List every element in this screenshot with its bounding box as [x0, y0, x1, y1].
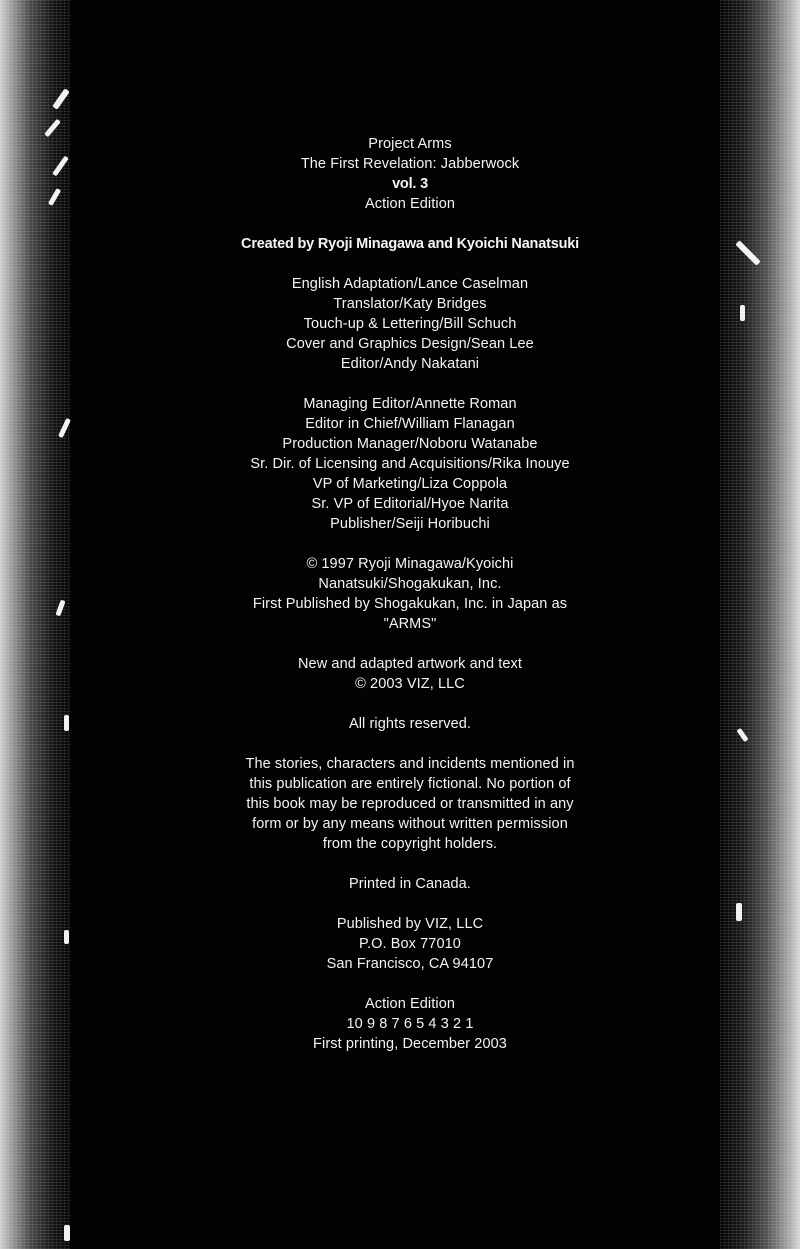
edge-mark	[740, 305, 745, 321]
printed-location: Printed in Canada.	[349, 876, 471, 892]
credit-line: Editor/Andy Nakatani	[340, 356, 480, 372]
publisher-line: Published by VIZ, LLC	[336, 916, 484, 932]
creators-credit: Created by Ryoji Minagawa and Kyoichi Nanatsuki	[241, 236, 579, 252]
disclaimer-line: this book may be reproduced or transmitted in any	[246, 796, 574, 812]
printing-line: 10 9 8 7 6 5 4 3 2 1	[346, 1016, 474, 1032]
copyright-line: © 1997 Ryoji Minagawa/Kyoichi	[306, 556, 514, 572]
staff-line: Editor in Chief/William Flanagan	[305, 416, 515, 432]
series-title: Project Arms	[368, 136, 452, 152]
disclaimer-line: form or by any means without written permission	[252, 816, 568, 832]
rights-reserved: All rights reserved.	[348, 716, 472, 732]
edge-mark	[736, 903, 742, 921]
copyright-line: First Published by Shogakukan, Inc. in Japan as	[252, 596, 568, 612]
edge-mark	[64, 930, 69, 944]
volume-subtitle: The First Revelation: Jabberwock	[300, 156, 520, 172]
publisher-line: San Francisco, CA 94107	[326, 956, 494, 972]
edge-mark	[64, 1225, 70, 1241]
printing-line: Action Edition	[364, 996, 456, 1012]
credit-line: Touch-up & Lettering/Bill Schuch	[303, 316, 517, 332]
edge-mark	[64, 715, 69, 731]
credit-line: English Adaptation/Lance Caselman	[291, 276, 529, 292]
edition-label: Action Edition	[364, 196, 456, 212]
copyright-line: Nanatsuki/Shogakukan, Inc.	[318, 576, 502, 592]
disclaimer-line: this publication are entirely fictional. No portion of	[249, 776, 571, 792]
staff-line: Managing Editor/Annette Roman	[303, 396, 517, 412]
staff-line: VP of Marketing/Liza Coppola	[312, 476, 508, 492]
copyright-text-block	[200, 134, 620, 1054]
printing-line: First printing, December 2003	[313, 1036, 507, 1052]
disclaimer-line: from the copyright holders.	[322, 836, 498, 852]
disclaimer-line: The stories, characters and incidents mentioned in	[245, 756, 575, 772]
volume-number: vol. 3	[392, 176, 428, 192]
staff-line: Publisher/Seiji Horibuchi	[330, 516, 490, 532]
credit-line: Translator/Katy Bridges	[333, 296, 487, 312]
publisher-line: P.O. Box 77010	[359, 936, 461, 952]
adapted-copyright-line: New and adapted artwork and text	[297, 656, 523, 672]
left-torn-edge	[0, 0, 70, 1249]
copyright-line: "ARMS"	[383, 616, 437, 632]
credit-line: Cover and Graphics Design/Sean Lee	[286, 336, 534, 352]
staff-line: Sr. Dir. of Licensing and Acquisitions/Rika Inouye	[250, 456, 570, 472]
right-torn-edge	[720, 0, 800, 1249]
staff-line: Sr. VP of Editorial/Hyoe Narita	[311, 496, 509, 512]
staff-line: Production Manager/Noboru Watanabe	[282, 436, 538, 452]
adapted-copyright-line: © 2003 VIZ, LLC	[355, 676, 465, 692]
